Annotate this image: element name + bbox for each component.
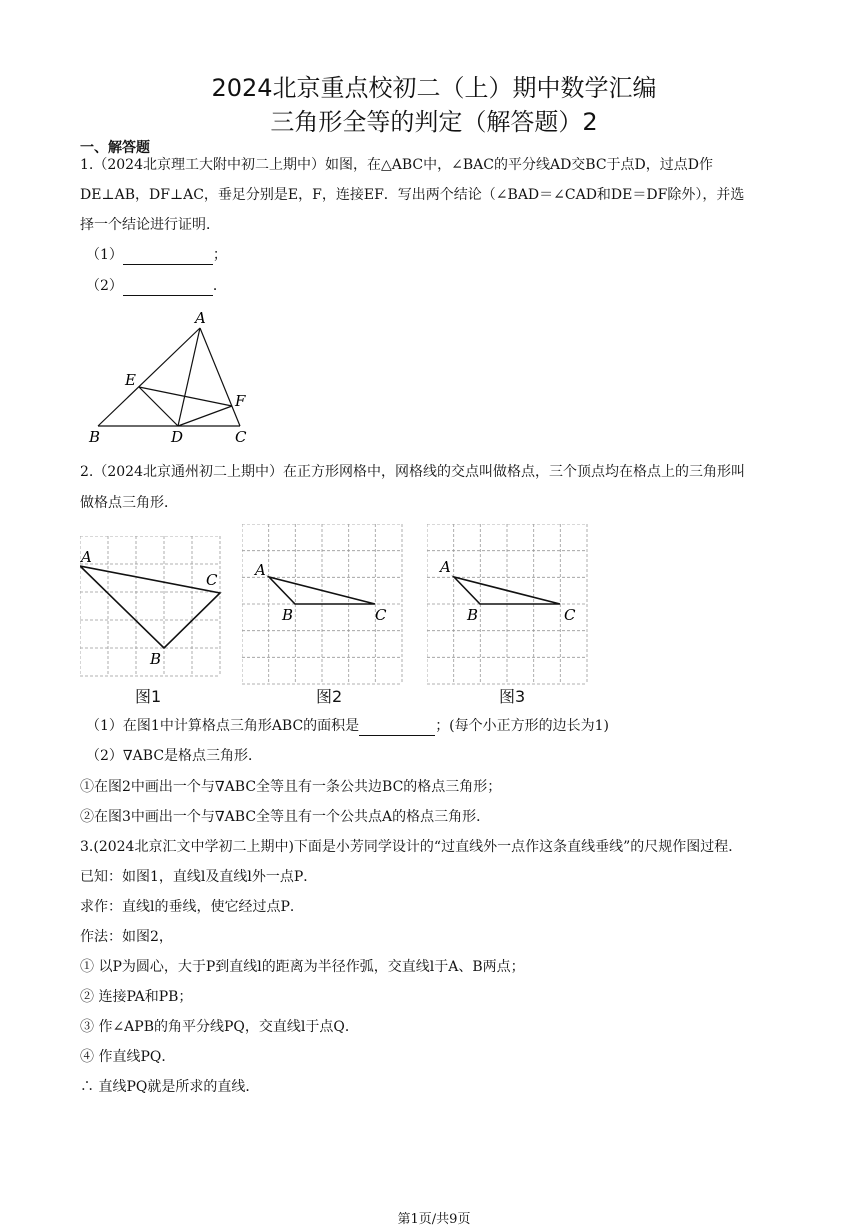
q2-sub1-text: （1）在图1中计算格点三角形ABC的面积是 xyxy=(86,718,360,734)
section-heading: 一、解答题 xyxy=(80,140,150,156)
q3-step1: ① 以P为圆心，大于P到直线l的距离为半径作弧，交直线l于A、B两点； xyxy=(80,959,525,975)
q1-line3: 择一个结论进行证明． xyxy=(80,217,220,233)
q1-answer-2-suffix: ． xyxy=(212,278,227,294)
q3-step2: ② 连接PA和PB； xyxy=(80,989,193,1005)
q1-answer-1 xyxy=(86,245,227,265)
fig3-caption: 图3 xyxy=(499,687,526,706)
fig3-label-c: C xyxy=(564,606,576,624)
q2-sub2: （2）∇ABC是格点三角形． xyxy=(86,748,263,764)
page-footer: 第1页/共9页 xyxy=(397,1212,471,1227)
q3-known: 已知：如图1，直线l及直线l外一点P． xyxy=(80,869,318,885)
q3-method: 作法：如图2， xyxy=(80,929,173,945)
q2-sub2-a: ①在图2中画出一个与∇ABC全等且有一条公共边BC的格点三角形； xyxy=(80,779,502,795)
q1-line1: 1.（2024北京理工大附中初二上期中）如图，在△ABC中，∠BAC的平分线AD交BC于点D，过点D作 xyxy=(80,157,714,173)
q2-grid-figure-3 xyxy=(427,524,589,686)
segment-df xyxy=(178,406,232,426)
fig2-label-c: C xyxy=(375,606,387,624)
fig2-label-a: A xyxy=(255,561,266,579)
q3-find: 求作：直线l的垂线，使它经过点P． xyxy=(80,899,304,915)
fig3-label-b: B xyxy=(467,606,479,624)
segment-ef xyxy=(139,387,232,406)
q2-grid-figure-1 xyxy=(80,536,222,678)
document-title-line2: 三角形全等的判定（解答题）2 xyxy=(270,108,598,136)
q1-triangle-figure xyxy=(85,308,265,450)
label-f: F xyxy=(235,392,246,410)
fig1-label-c: C xyxy=(206,571,218,589)
fig1-label-b: B xyxy=(150,650,162,668)
q1-answer-2-label: （2） xyxy=(86,278,123,294)
triangle-abc-fig1 xyxy=(80,566,220,648)
q1-answer-1-label: （1） xyxy=(86,247,123,263)
segment-de xyxy=(139,387,178,426)
q3-step4: ④ 作直线PQ． xyxy=(80,1049,176,1065)
fig3-label-a: A xyxy=(440,558,451,576)
fig2-caption: 图2 xyxy=(316,687,343,706)
q2-sub1 xyxy=(86,716,609,736)
fig1-caption: 图1 xyxy=(135,687,162,706)
q1-answer-1-suffix: ； xyxy=(212,247,227,263)
q1-answer-2-blank[interactable] xyxy=(123,281,213,296)
fig2-label-b: B xyxy=(282,606,294,624)
label-b: B xyxy=(89,428,101,446)
fig1-label-a: A xyxy=(81,548,92,566)
label-c: C xyxy=(235,428,247,446)
q1-answer-1-blank[interactable] xyxy=(123,250,213,265)
label-e: E xyxy=(125,371,136,389)
document-title-line1: 2024北京重点校初二（上）期中数学汇编 xyxy=(211,74,657,102)
q1-answer-2 xyxy=(86,276,227,296)
segment-ab xyxy=(98,328,200,426)
label-a: A xyxy=(195,309,206,327)
segment-ac xyxy=(200,328,240,426)
q2-sub2-b: ②在图3中画出一个与∇ABC全等且有一个公共点A的格点三角形． xyxy=(80,809,491,825)
q2-line2: 做格点三角形． xyxy=(80,495,178,511)
segment-ad xyxy=(178,328,200,426)
q2-grid-figure-2 xyxy=(242,524,404,686)
q3-step3: ③ 作∠APB的角平分线PQ，交直线l于点Q． xyxy=(80,1019,359,1035)
q1-line2: DE⊥AB，DF⊥AC，垂足分别是E，F，连接EF．写出两个结论（∠BAD＝∠CAD和DE＝DF除外），并选 xyxy=(80,187,745,203)
q3-line1: 3.(2024北京汇文中学初二上期中)下面是小芳同学设计的“过直线外一点作这条直线垂线”的尺规作图过程． xyxy=(80,839,743,855)
q2-sub1-blank[interactable] xyxy=(359,721,435,736)
label-d: D xyxy=(171,428,184,446)
q3-conclusion: ∴ 直线PQ就是所求的直线． xyxy=(80,1079,260,1095)
q2-line1: 2.（2024北京通州初二上期中）在正方形网格中，网格线的交点叫做格点，三个顶点均在格点上的三角形叫 xyxy=(80,464,745,480)
q2-sub1-suffix: ；(每个小正方形的边长为1) xyxy=(435,718,610,734)
